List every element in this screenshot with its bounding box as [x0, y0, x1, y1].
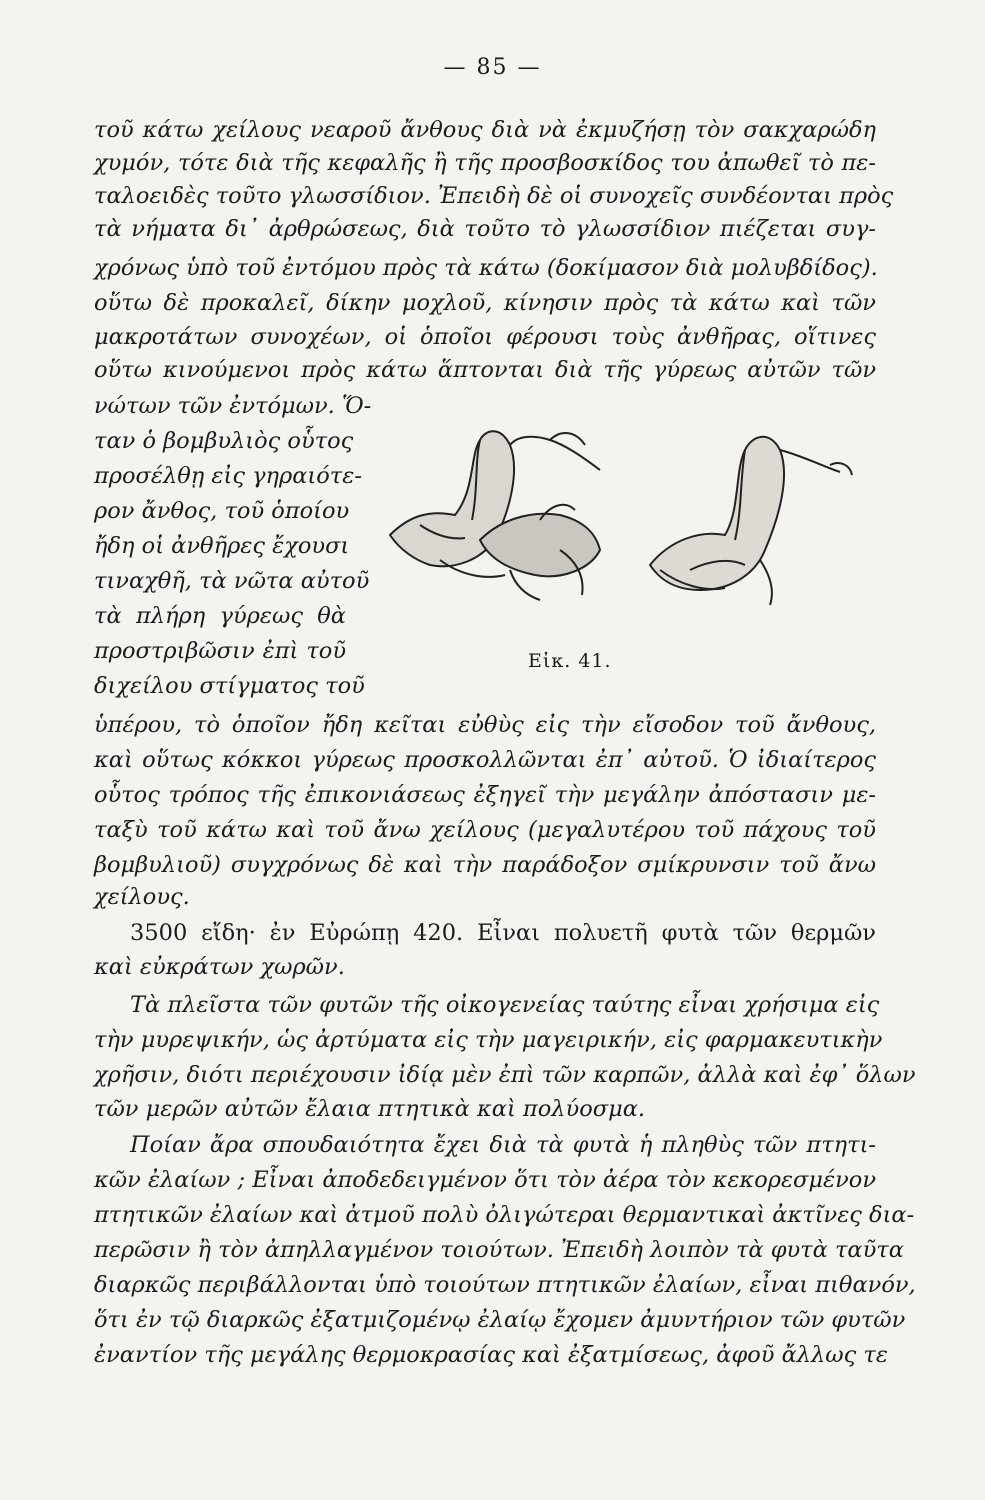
text-line: χρῆσιν, διότι περιέχουσιν ἰδίᾳ μὲν ἐπὶ τῶν καρπῶν, ἀλλὰ καὶ ἐφ᾽ ὅλων [94, 1062, 916, 1088]
text-line: τοῦ κάτω χείλους νεαροῦ ἄνθους διὰ νὰ ἐκμυζήσῃ τὸν σακχαρώδη [94, 117, 876, 143]
left-flower-drawing [390, 431, 600, 600]
text-line: ὅτι ἐν τῷ διαρκῶς ἐξατμιζομένῳ ἐλαίῳ ἔχομεν ἀμυντήριον τῶν φυτῶν [94, 1307, 906, 1333]
text-line: κῶν ἐλαίων ; Εἶναι ἀποδεδειγμένον ὅτι τὸν ἀέρα τὸν κεκορεσμένον [94, 1167, 876, 1193]
text-line: 3500 εἴδη· ἐν Εὐρώπῃ 420. Εἶναι πολυετῆ φυτὰ τῶν θερμῶν [130, 920, 876, 946]
text-line: τὴν μυρεψικήν, ὡς ἀρτύματα εἰς τὴν μαγειρικήν, εἰς φαρμακευτικὴν [94, 1027, 883, 1053]
text-line: καὶ εὐκράτων χωρῶν. [94, 954, 345, 980]
text-line: ταλοειδὲς τοῦτο γλωσσίδιον. Ἐπειδὴ δὲ οἱ συνοχεῖς συνδέονται πρὸς [94, 183, 894, 209]
text-line: βομβυλιοῦ) συγχρόνως δὲ καὶ τὴν παράδοξον σμίκρυνσιν τοῦ ἄνω [94, 852, 876, 878]
text-line: τιναχθῆ, τὰ νῶτα αὐτοῦ [94, 568, 370, 594]
text-line: καὶ οὕτως κόκκοι γύρεως προσκολλῶνται ἐπ᾽ αὐτοῦ. Ὁ ἰδιαίτερος [94, 747, 876, 773]
page-number: — 85 — [443, 55, 542, 80]
text-line: οὕτω δὲ προκαλεῖ, δίκην μοχλοῦ, κίνησιν πρὸς τὰ κάτω καὶ τῶν [94, 290, 876, 316]
text-line: οὕτω κινούμενοι πρὸς κάτω ἅπτονται διὰ τῆς γύρεως αὐτῶν τῶν [94, 357, 876, 383]
text-line: χυμόν, τότε διὰ τῆς κεφαλῆς ἢ τῆς προσβοσκίδος του ἀπωθεῖ τὸ πε- [94, 150, 876, 176]
figure-caption: Εἰκ. 41. [528, 650, 612, 672]
text-line: ρον ἄνθος, τοῦ ὁποίου [94, 498, 350, 524]
text-line: ἤδη οἱ ἀνθῆρες ἔχουσι [94, 533, 350, 559]
text-line: τὰ πλήρη γύρεως θὰ [94, 603, 346, 629]
text-line: ὑπέρου, τὸ ὁποῖον ἤδη κεῖται εὐθὺς εἰς τὴν εἴσοδον τοῦ ἄνθους, [94, 712, 876, 738]
text-line: προσέλθῃ εἰς γηραιότε- [94, 463, 362, 489]
right-flower-drawing [650, 437, 852, 605]
text-line: πτητικῶν ἐλαίων καὶ ἀτμοῦ πολὺ ὀλιγώτεραι θερμαντικαὶ ἀκτῖνες δια- [94, 1202, 915, 1228]
text-line: ταξὺ τοῦ κάτω καὶ τοῦ ἄνω χείλους (μεγαλυτέρου τοῦ πάχους τοῦ [94, 817, 876, 843]
text-line: χρόνως ὑπὸ τοῦ ἐντόμου πρὸς τὰ κάτω (δοκίμασον διὰ μολυβδίδος). [94, 255, 878, 281]
text-line: οὗτος τρόπος τῆς ἐπικονιάσεως ἐξηγεῖ τὴν μεγάλην ἀπόστασιν με- [94, 782, 876, 808]
text-line: Τὰ πλεῖστα τῶν φυτῶν τῆς οἰκογενείας ταύτης εἶναι χρήσιμα εἰς [130, 992, 880, 1018]
text-line: διχείλου στίγματος τοῦ [94, 673, 365, 699]
text-line: περῶσιν ἢ τὸν ἀπηλλαγμένον τοιούτων. Ἐπειδὴ λοιπὸν τὰ φυτὰ ταῦτα [94, 1237, 904, 1263]
figure-illustration [360, 400, 880, 700]
text-line: τὰ νήματα δι᾽ ἀρθρώσεως, διὰ τοῦτο τὸ γλωσσίδιον πιέζεται συγ- [94, 216, 876, 242]
text-line: χείλους. [94, 884, 190, 910]
text-line: προστριβῶσιν ἐπὶ τοῦ [94, 638, 346, 664]
text-line: ταν ὁ βομβυλιὸς οὗτος [94, 428, 354, 454]
text-line: τῶν μερῶν αὐτῶν ἔλαια πτητικὰ καὶ πολύοσμα. [94, 1096, 646, 1122]
text-line: νώτων τῶν ἐντόμων. Ὅ- [94, 393, 372, 419]
text-line: μακροτάτων συνοχέων, οἱ ὁποῖοι φέρουσι τοὺς ἀνθῆρας, οἵτινες [94, 324, 876, 350]
text-line: διαρκῶς περιβάλλονται ὑπὸ τοιούτων πτητικῶν ἐλαίων, εἶναι πιθανόν, [94, 1272, 916, 1298]
text-line: ἐναντίον τῆς μεγάλης θερμοκρασίας καὶ ἐξατμίσεως, ἀφοῦ ἄλλως τε [94, 1342, 888, 1368]
text-line: Ποίαν ἄρα σπουδαιότητα ἔχει διὰ τὰ φυτὰ ἡ πληθὺς τῶν πτητι- [130, 1132, 876, 1158]
